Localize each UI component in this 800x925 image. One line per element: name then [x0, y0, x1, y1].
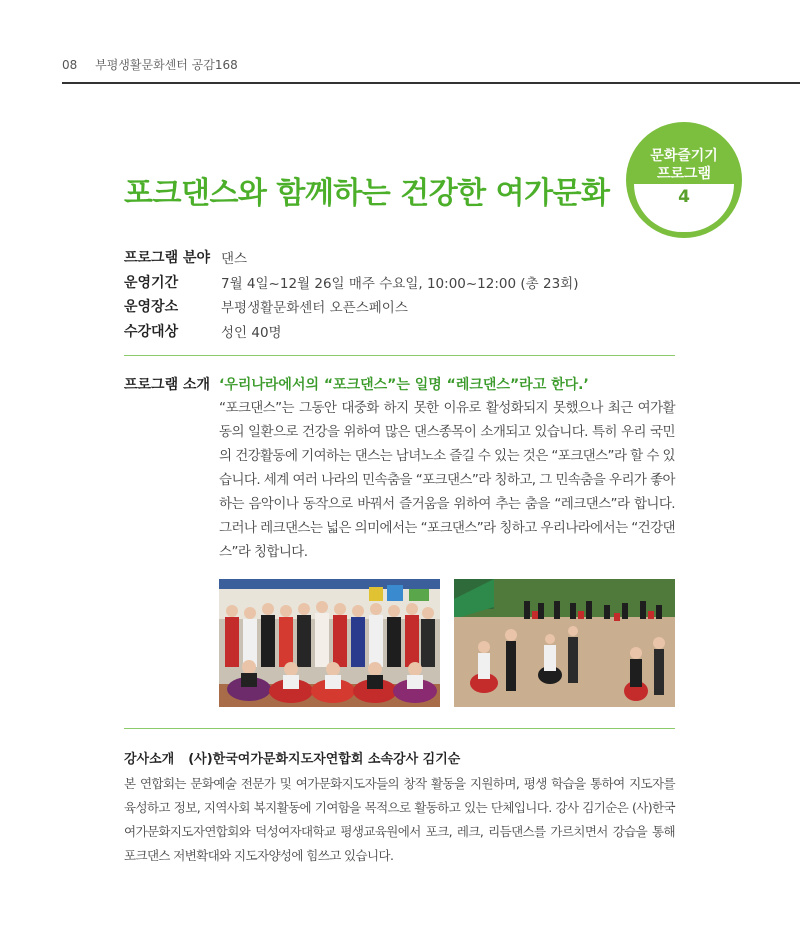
intro-headline: ‘우리나라에서의 “포크댄스”는 일명 “레크댄스”라고 한다.’ — [219, 377, 589, 393]
info-row-period — [124, 270, 578, 295]
group-photo-image — [219, 579, 440, 707]
badge-line1: 문화즐기기 — [650, 148, 718, 164]
info-value: 댄스 — [221, 251, 248, 268]
info-value: 부평생활문화센터 오픈스페이스 — [221, 300, 408, 317]
badge-line2: 프로그램 — [656, 166, 712, 182]
info-label: 운영기간 — [124, 274, 179, 291]
group-photo — [219, 579, 440, 707]
info-label: 프로그램 분야 — [124, 250, 211, 267]
page-title: 포크댄스와 함께하는 건강한 여가문화 — [124, 176, 610, 211]
intro-label: 프로그램 소개 — [124, 377, 211, 393]
info-label: 운영장소 — [124, 299, 179, 316]
dance-photo-image — [454, 579, 675, 707]
lecturer-body: 본 연합회는 문화예술 전문가 및 여가문화지도자들의 창작 활동을 지원하며, 평생 학습을 통하여 지도자를 육성하고 정보, 지역사회 복지활동에 기여함을 목적으로 활동하고 있는 단체입니다. 강사 김기순은 (사)한국여가문화지도자연합회와 덕성여자대학교 평생교육원에서 포크, 레크, 리듬댄스를 가르치면서 강습을 통해 포크댄스 저변확대와 지도자양성에 힘쓰고 있습니다. — [124, 776, 675, 863]
lecturer-heading — [124, 748, 460, 767]
info-label: 수강대상 — [124, 323, 179, 340]
section-title: 부평생활문화센터 공감168 — [95, 58, 238, 72]
program-badge — [626, 122, 742, 238]
page-header — [62, 56, 238, 73]
page-number: 08 — [62, 58, 78, 72]
program-info — [124, 245, 578, 343]
section-divider — [124, 355, 675, 356]
info-value: 7월 4일~12월 26일 매주 수요일, 10:00~12:00 (총 23회) — [221, 275, 579, 292]
lecturer-name: (사)한국여가문화지도자연합회 소속강사 김기순 — [188, 752, 461, 767]
info-row-field — [124, 245, 578, 270]
info-row-target — [124, 319, 578, 344]
dance-photo — [454, 579, 675, 707]
badge-number: 4 — [678, 187, 690, 207]
header-divider — [62, 82, 800, 84]
intro-body: “포크댄스”는 그동안 대중화 하지 못한 이유로 활성화되지 못했으나 최근 여가활동의 일환으로 건강을 위하여 많은 댄스종목이 소개되고 있습니다. 특히 우리 국민의 건강활동에 기여하는 댄스는 남녀노소 즐길 수 있는 것은 “포크댄스”라 할 수 있습니다. 세계 여러 나라의 민속춤을 “포크댄스”라 칭하고, 그 민속춤을 우리가 좋아하는 음악이나 동작으로 바꿔서 즐거움을 위하여 추는 춤을 “레크댄스”라 합니다. 그러나 레크댄스는 넓은 의미에서는 “포크댄스”라 칭하고 우리나라에서는 “건강댄스”라 칭합니다. — [219, 400, 676, 560]
lecturer-label: 강사소개 — [124, 752, 175, 767]
section-divider — [124, 728, 675, 729]
info-row-place — [124, 294, 578, 319]
info-value: 성인 40명 — [221, 324, 282, 341]
